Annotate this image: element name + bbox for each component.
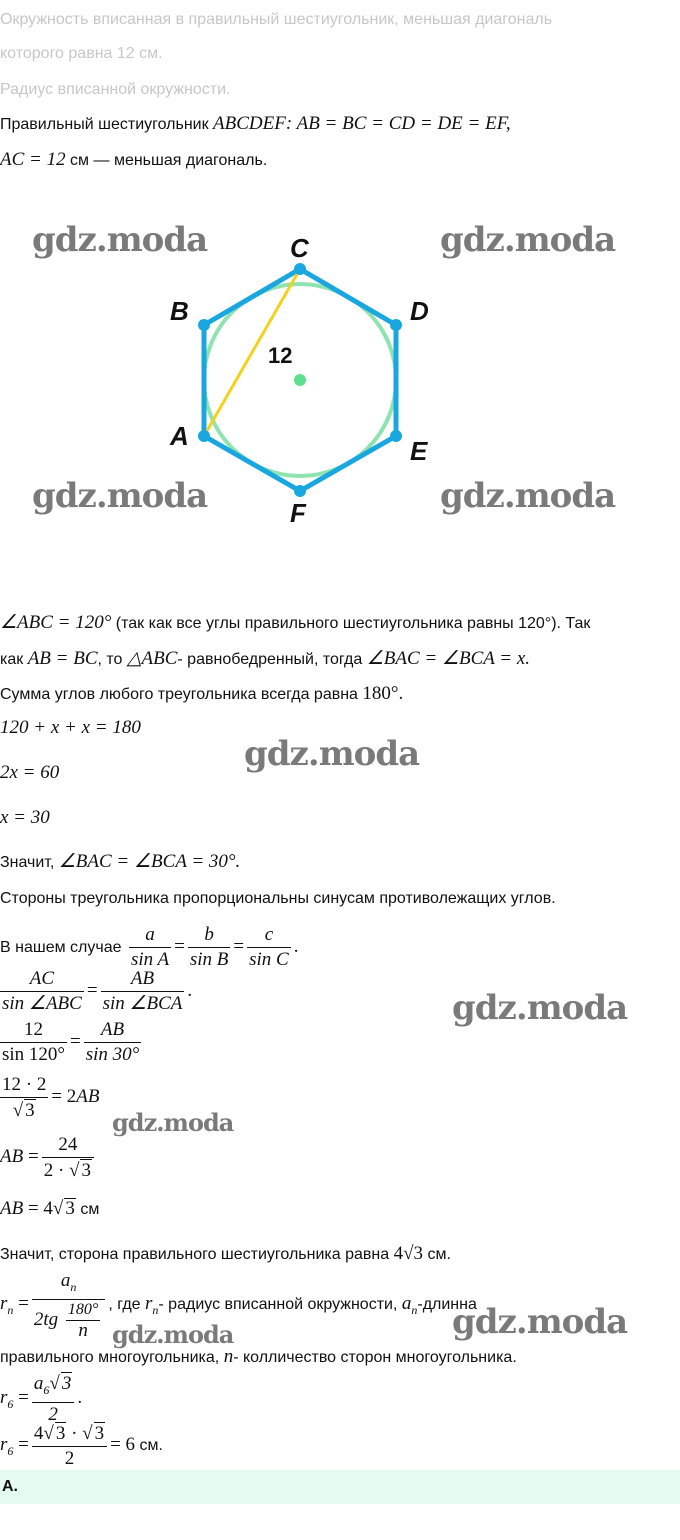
vertex-label-a: A: [170, 421, 189, 451]
problem-line-3: Радиус вписанной окружности.: [0, 81, 231, 98]
vertex-point-a: [198, 430, 210, 442]
vertex-point-b: [198, 319, 210, 331]
answer-bar: [0, 1470, 680, 1504]
sum-line: Сумма углов любого треугольника всегда равна 180°.: [0, 683, 404, 704]
watermark: gdz.moda: [452, 988, 628, 1028]
law-of-sines-formula: В нашем случае $\frac{a}{\text{sin A}}$ = $\frac{b}{\text{sin B}}$ = $\frac{c}{\text{sin C}}$ .: [0, 924, 299, 971]
vertex-point-e: [390, 430, 402, 442]
vertex-label-d: D: [410, 296, 429, 326]
vertex-point-c: [294, 263, 306, 275]
formula-ab-result: AB = 4√ 3 см: [0, 1198, 100, 1219]
vertex-label-e: E: [410, 436, 428, 466]
conclusion-angles: Значит, ∠BAC = ∠BCA = 30°.: [0, 851, 241, 872]
problem-line-2: которого равна 12 см.: [0, 45, 163, 62]
formula-2ab: $\frac{12 \cdot 2}{√ 3}$ = 2AB: [2, 1074, 100, 1121]
formula-ac-ab: $\frac{AC}{\text{sin ∠ABC}}$ = $\frac{AB}{\text{sin ∠BCA}}$ .: [2, 968, 193, 1015]
vertex-label-f: F: [290, 498, 306, 528]
vertex-label-c: C: [290, 233, 309, 263]
hexagon-figure: [0, 200, 680, 540]
watermark: gdz.moda: [244, 734, 420, 774]
angle-line-1: ∠ABC = 120° (так как все углы правильного шестиугольника равны 120°). Так: [0, 612, 591, 633]
vertex-label-b: B: [170, 296, 189, 326]
formula-ab-fraction: AB = $\frac{24}{2 \cdot √ 3}$: [0, 1134, 97, 1182]
diagonal-length-label: 12: [268, 343, 293, 368]
equation-3: x = 30: [0, 807, 50, 828]
angle-line-2: как AB = BC, то △ABC- равнобедренный, тогда ∠BAC = ∠BCA = x.: [0, 648, 531, 669]
equation-1: 120 + x + x = 180: [0, 717, 141, 738]
watermark: gdz.moda: [32, 220, 208, 260]
watermark: gdz.moda: [32, 476, 208, 516]
watermark: gdz.moda: [112, 1320, 234, 1349]
watermark: gdz.moda: [440, 220, 616, 260]
center-point: [294, 374, 306, 386]
radius-formula: $r_n$ = $a_n$ 2tg $\frac{180^\circ}{n}$ , где $r_n-$ радиус вписанной окружности, $a_n$-длинна: [0, 1270, 477, 1341]
formula-12-sin: $\frac{12}{\sin 120^\circ}$ = $\frac{AB}{\sin 30^\circ}$: [2, 1019, 140, 1066]
watermark: gdz.moda: [112, 1108, 234, 1137]
problem-line-1: Окружность вписанная в правильный шестиугольник, меньшая диагональ: [0, 11, 553, 28]
intro-line-1: Правильный шестиугольник ABCDEF: AB = BC = CD = DE = EF,: [0, 113, 511, 134]
radius-formula-line-2: правильного многоугольника, n- колличество сторон многоугольника.: [0, 1346, 517, 1367]
side-conclusion: Значит, сторона правильного шестиугольника равна 4√3 см.: [0, 1243, 451, 1264]
intro-line-2: AC = 12 см — меньшая диагональ.: [0, 149, 268, 170]
r6-result: $r_6$ = $\frac{4√ 3 \cdot √ 3}{2}$ = 6 см.: [0, 1423, 163, 1469]
vertex-point-d: [390, 319, 402, 331]
law-of-sines-line: Стороны треугольника пропорциональны синусам противолежащих углов.: [0, 890, 556, 907]
vertex-point-f: [294, 485, 306, 497]
r6-formula: $r_6$ = $\frac{a_6√ 3}{2}$ .: [0, 1373, 83, 1425]
equation-2: 2x = 60: [0, 762, 60, 783]
answer-text: А.: [2, 1478, 18, 1495]
watermark: gdz.moda: [452, 1302, 628, 1342]
watermark: gdz.moda: [440, 476, 616, 516]
